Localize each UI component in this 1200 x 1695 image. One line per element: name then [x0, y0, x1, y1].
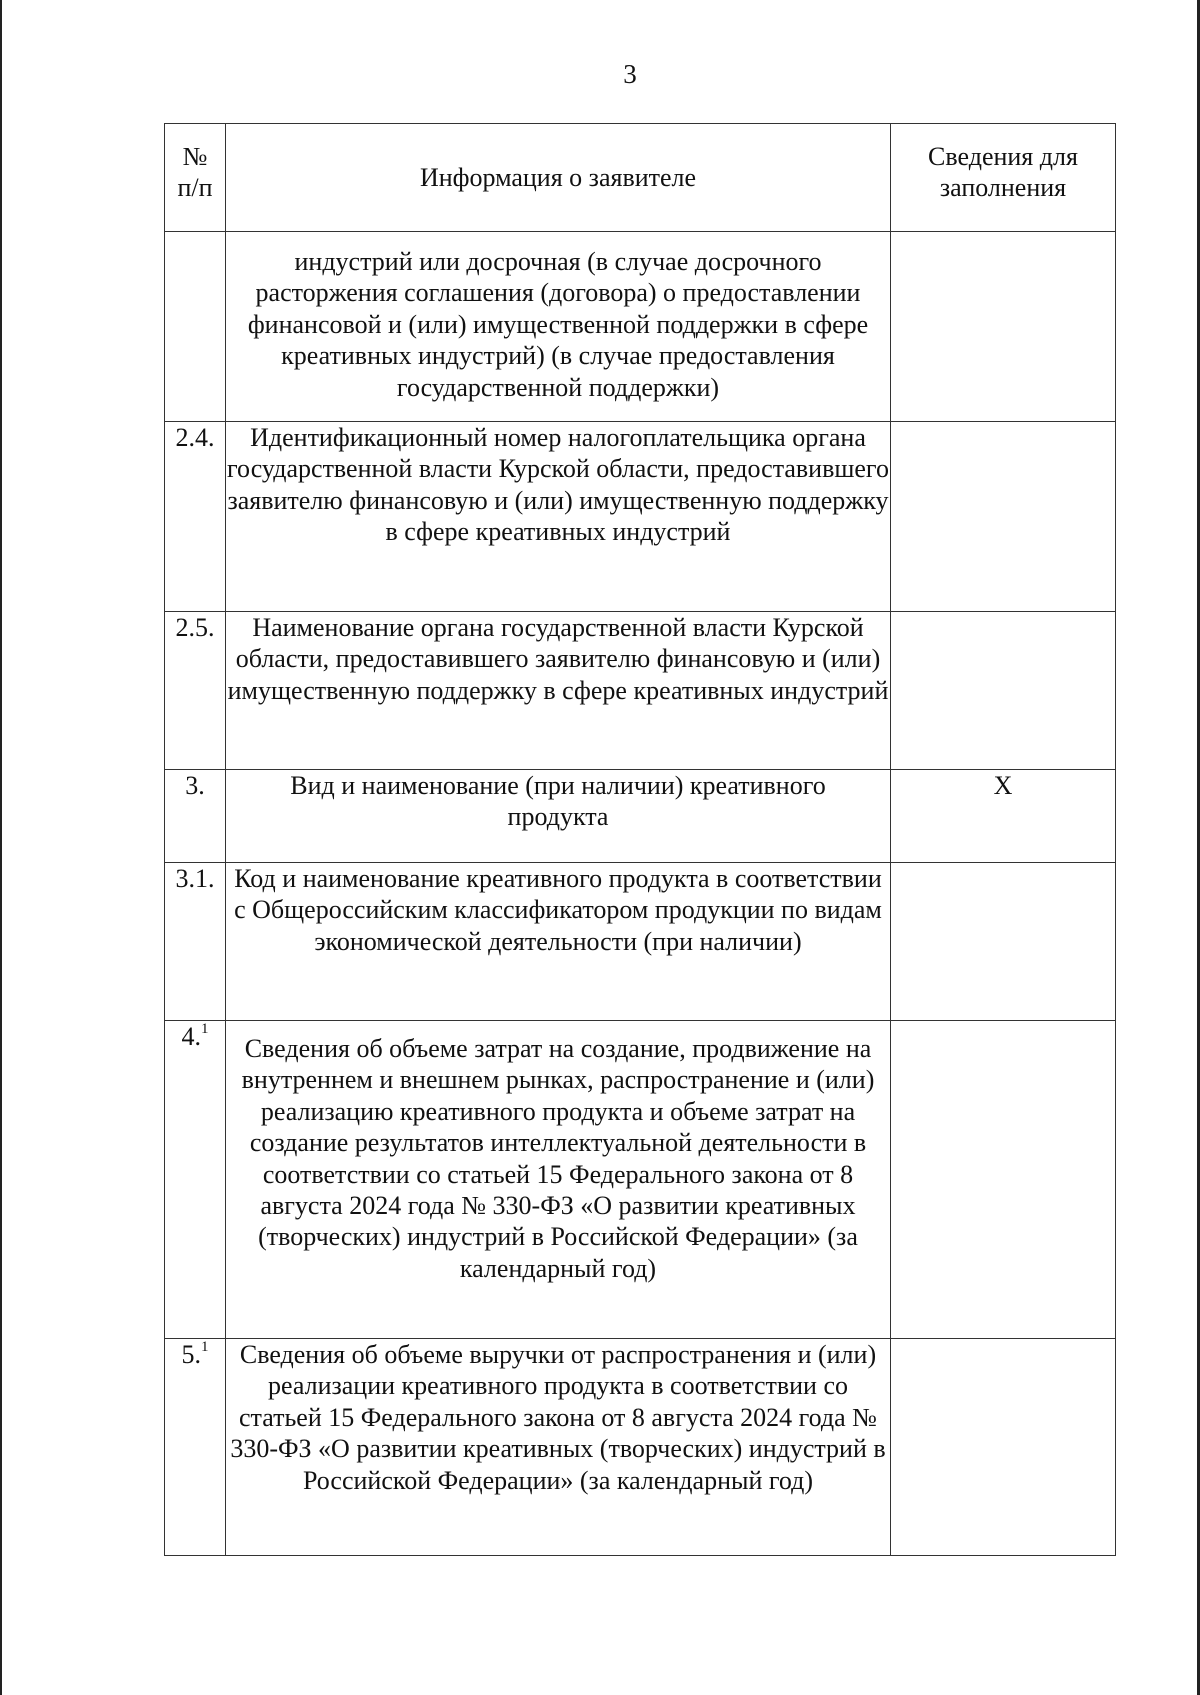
table-row — [165, 1021, 1116, 1339]
row-number-text: 2.5. — [175, 613, 215, 642]
row-number — [165, 1339, 226, 1556]
row-number-text: 3. — [185, 771, 205, 800]
row-number — [165, 232, 226, 422]
row-number-text: 2.4. — [175, 423, 215, 452]
row-footnote-mark: 1 — [201, 1021, 209, 1037]
row-number-text: 3.1. — [175, 864, 215, 893]
header-number-cell — [165, 124, 226, 232]
row-info: Код и наименование креативного продукта в соответствии с Общероссийским классификатором продукции по видам экономической деятельности (при наличии) — [226, 863, 891, 1021]
table-row — [165, 612, 1116, 770]
header-fill-cell — [891, 124, 1116, 232]
applicant-info-table — [164, 123, 1116, 1556]
table-row — [165, 770, 1116, 863]
row-fill-value[interactable] — [891, 1021, 1116, 1339]
row-number-text: 5. — [181, 1340, 201, 1369]
table-row — [165, 232, 1116, 422]
row-footnote-mark: 1 — [201, 1339, 209, 1355]
scan-edge-left — [0, 0, 2, 1695]
row-info: индустрий или досрочная (в случае досрочного расторжения соглашения (договора) о предоставлении финансовой и (или) имущественной поддержки в сфере креативных индустрий) (в случае предоставления государственной поддержки) — [226, 232, 891, 422]
row-fill-value[interactable] — [891, 422, 1116, 612]
header-number-line2: п/п — [177, 173, 213, 202]
row-fill-value[interactable] — [891, 863, 1116, 1021]
row-fill-value[interactable] — [891, 1339, 1116, 1556]
row-info: Сведения об объеме выручки от распространения и (или) реализации креативного продукта в соответствии со статьей 15 Федерального закона от 8 августа 2024 года № 330-ФЗ «О развитии креативных (творческих) индустрий в Российской Федерации» (за календарный год) — [226, 1339, 891, 1556]
row-fill-value[interactable] — [891, 612, 1116, 770]
row-number — [165, 1021, 226, 1339]
row-number — [165, 422, 226, 612]
row-number — [165, 863, 226, 1021]
header-fill-line2: заполнения — [939, 173, 1067, 202]
row-info: Наименование органа государственной власти Курской области, предоставившего заявителю финансовую и (или) имущественную поддержку в сфере креативных индустрий — [226, 612, 891, 770]
row-number — [165, 612, 226, 770]
table-row — [165, 422, 1116, 612]
header-number-line1: № — [182, 142, 208, 171]
header-fill-line1: Сведения для — [928, 142, 1078, 171]
row-info: Идентификационный номер налогоплательщика органа государственной власти Курской области, предоставившего заявителю финансовую и (или) имущественную поддержку в сфере креативных индустрий — [226, 422, 891, 612]
page-number: 3 — [623, 59, 637, 89]
row-number — [165, 770, 226, 863]
row-info: Сведения об объеме затрат на создание, продвижение на внутреннем и внешнем рынках, распространение и (или) реализацию креативного продукта и объеме затрат на создание результатов интеллектуальной деятельности в соответствии со статьей 15 Федерального закона от 8 августа 2024 года № 330-ФЗ «О развитии креативных (творческих) индустрий в Российской Федерации» (за календарный год) — [226, 1021, 891, 1339]
row-fill-value[interactable]: X — [891, 770, 1116, 863]
table-header-row — [165, 124, 1116, 232]
header-info-cell: Информация о заявителе — [226, 124, 891, 232]
row-fill-value[interactable] — [891, 232, 1116, 422]
row-info: Вид и наименование (при наличии) креативного продукта — [226, 770, 891, 863]
table-row — [165, 1339, 1116, 1556]
table-row — [165, 863, 1116, 1021]
row-number-text: 4. — [181, 1022, 201, 1051]
